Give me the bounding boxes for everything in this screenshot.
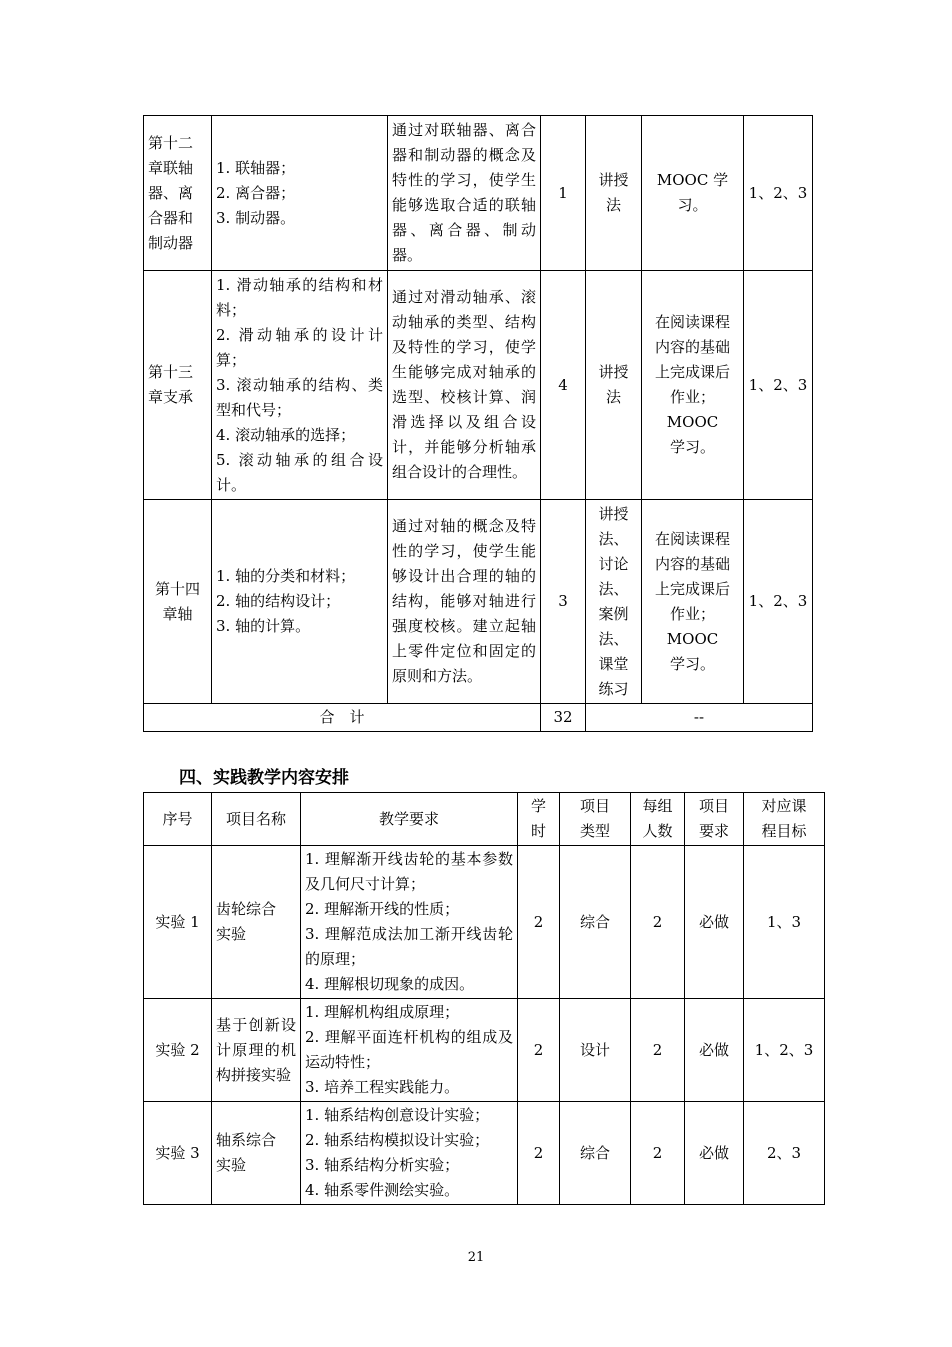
must-cell: 必做 <box>685 1102 744 1205</box>
group-cell: 2 <box>631 1102 685 1205</box>
header-no: 序号 <box>144 793 212 846</box>
name-cell: 轴系综合 实验 <box>212 1102 301 1205</box>
header-target: 对应课 程目标 <box>744 793 825 846</box>
table-row <box>144 500 813 704</box>
header-hours: 学 时 <box>518 793 560 846</box>
goal-cell: 通过对滑动轴承、滚动轴承的类型、结构及特性的学习，使学生能够完成对轴承的选型、校核计算、润滑选择以及组合设计，并能够分析轴承组合设计的合理性。 <box>388 271 541 500</box>
header-req: 教学要求 <box>301 793 518 846</box>
content-cell: 1. 轴的分类和材料； 2. 轴的结构设计； 3. 轴的计算。 <box>212 500 388 704</box>
page-number: 21 <box>467 1250 485 1265</box>
course-content-table <box>143 115 813 732</box>
table-row <box>144 999 825 1102</box>
hours-cell: 2 <box>518 846 560 999</box>
hours-cell: 4 <box>541 271 586 500</box>
method-cell: 讲授 法、 讨论 法、 案例 法、 课堂 练习 <box>586 500 642 704</box>
req-cell: 1. 理解机构组成原理； 2. 理解平面连杆机构的组成及运动特性； 3. 培养工程实践能力。 <box>301 999 518 1102</box>
total-label: 合 计 <box>144 704 541 732</box>
header-type: 项目 类型 <box>560 793 631 846</box>
type-cell: 设计 <box>560 999 631 1102</box>
content-cell: 1. 滑动轴承的结构和材料； 2. 滑动轴承的设计计算； 3. 滚动轴承的结构、类型和代号； 4. 滚动轴承的选择； 5. 滚动轴承的组合设计。 <box>212 271 388 500</box>
must-cell: 必做 <box>685 846 744 999</box>
no-cell: 实验 2 <box>144 999 212 1102</box>
type-cell: 综合 <box>560 846 631 999</box>
content-cell: 1. 联轴器； 2. 离合器； 3. 制动器。 <box>212 116 388 271</box>
target-cell: 1、3 <box>744 846 825 999</box>
no-cell: 实验 1 <box>144 846 212 999</box>
total-hours: 32 <box>541 704 586 732</box>
header-name: 项目名称 <box>212 793 301 846</box>
hours-cell: 1 <box>541 116 586 271</box>
self-study-cell: MOOC 学习。 <box>642 116 744 271</box>
must-cell: 必做 <box>685 999 744 1102</box>
header-row <box>144 793 825 846</box>
section-title: 四、实践教学内容安排 <box>179 768 349 788</box>
target-cell: 1、2、3 <box>744 271 813 500</box>
req-cell: 1. 轴系结构创意设计实验； 2. 轴系结构模拟设计实验； 3. 轴系结构分析实验； 4. 轴系零件测绘实验。 <box>301 1102 518 1205</box>
chapter-cell: 第十四 章轴 <box>144 500 212 704</box>
req-cell: 1. 理解渐开线齿轮的基本参数及几何尺寸计算； 2. 理解渐开线的性质； 3. 理解范成法加工渐开线齿轮的原理； 4. 理解根切现象的成因。 <box>301 846 518 999</box>
target-cell: 1、2、3 <box>744 116 813 271</box>
target-cell: 1、2、3 <box>744 999 825 1102</box>
method-cell: 讲授 法 <box>586 271 642 500</box>
no-cell: 实验 3 <box>144 1102 212 1205</box>
chapter-cell: 第十三 章支承 <box>144 271 212 500</box>
table-row <box>144 271 813 500</box>
group-cell: 2 <box>631 846 685 999</box>
table-row <box>144 846 825 999</box>
target-cell: 2、3 <box>744 1102 825 1205</box>
practice-table <box>143 792 825 1205</box>
name-cell: 基于创新设计原理的机构拼接实验 <box>212 999 301 1102</box>
table-row <box>144 1102 825 1205</box>
group-cell: 2 <box>631 999 685 1102</box>
method-cell: 讲授 法 <box>586 116 642 271</box>
table-row <box>144 116 813 271</box>
target-cell: 1、2、3 <box>744 500 813 704</box>
hours-cell: 3 <box>541 500 586 704</box>
type-cell: 综合 <box>560 1102 631 1205</box>
chapter-cell: 第十二 章联轴 器、离 合器和 制动器 <box>144 116 212 271</box>
total-rest: -- <box>586 704 813 732</box>
self-study-cell: 在阅读课程 内容的基础 上完成课后 作业；MOOC 学习。 <box>642 500 744 704</box>
hours-cell: 2 <box>518 999 560 1102</box>
header-group: 每组 人数 <box>631 793 685 846</box>
goal-cell: 通过对联轴器、离合器和制动器的概念及特性的学习，使学生能够选取合适的联轴器、离合器、制动器。 <box>388 116 541 271</box>
self-study-cell: 在阅读课程 内容的基础 上完成课后 作业；MOOC 学习。 <box>642 271 744 500</box>
name-cell: 齿轮综合 实验 <box>212 846 301 999</box>
header-must: 项目 要求 <box>685 793 744 846</box>
total-row <box>144 704 813 732</box>
goal-cell: 通过对轴的概念及特性的学习，使学生能够设计出合理的轴的结构，能够对轴进行强度校核。建立起轴上零件定位和固定的原则和方法。 <box>388 500 541 704</box>
hours-cell: 2 <box>518 1102 560 1205</box>
